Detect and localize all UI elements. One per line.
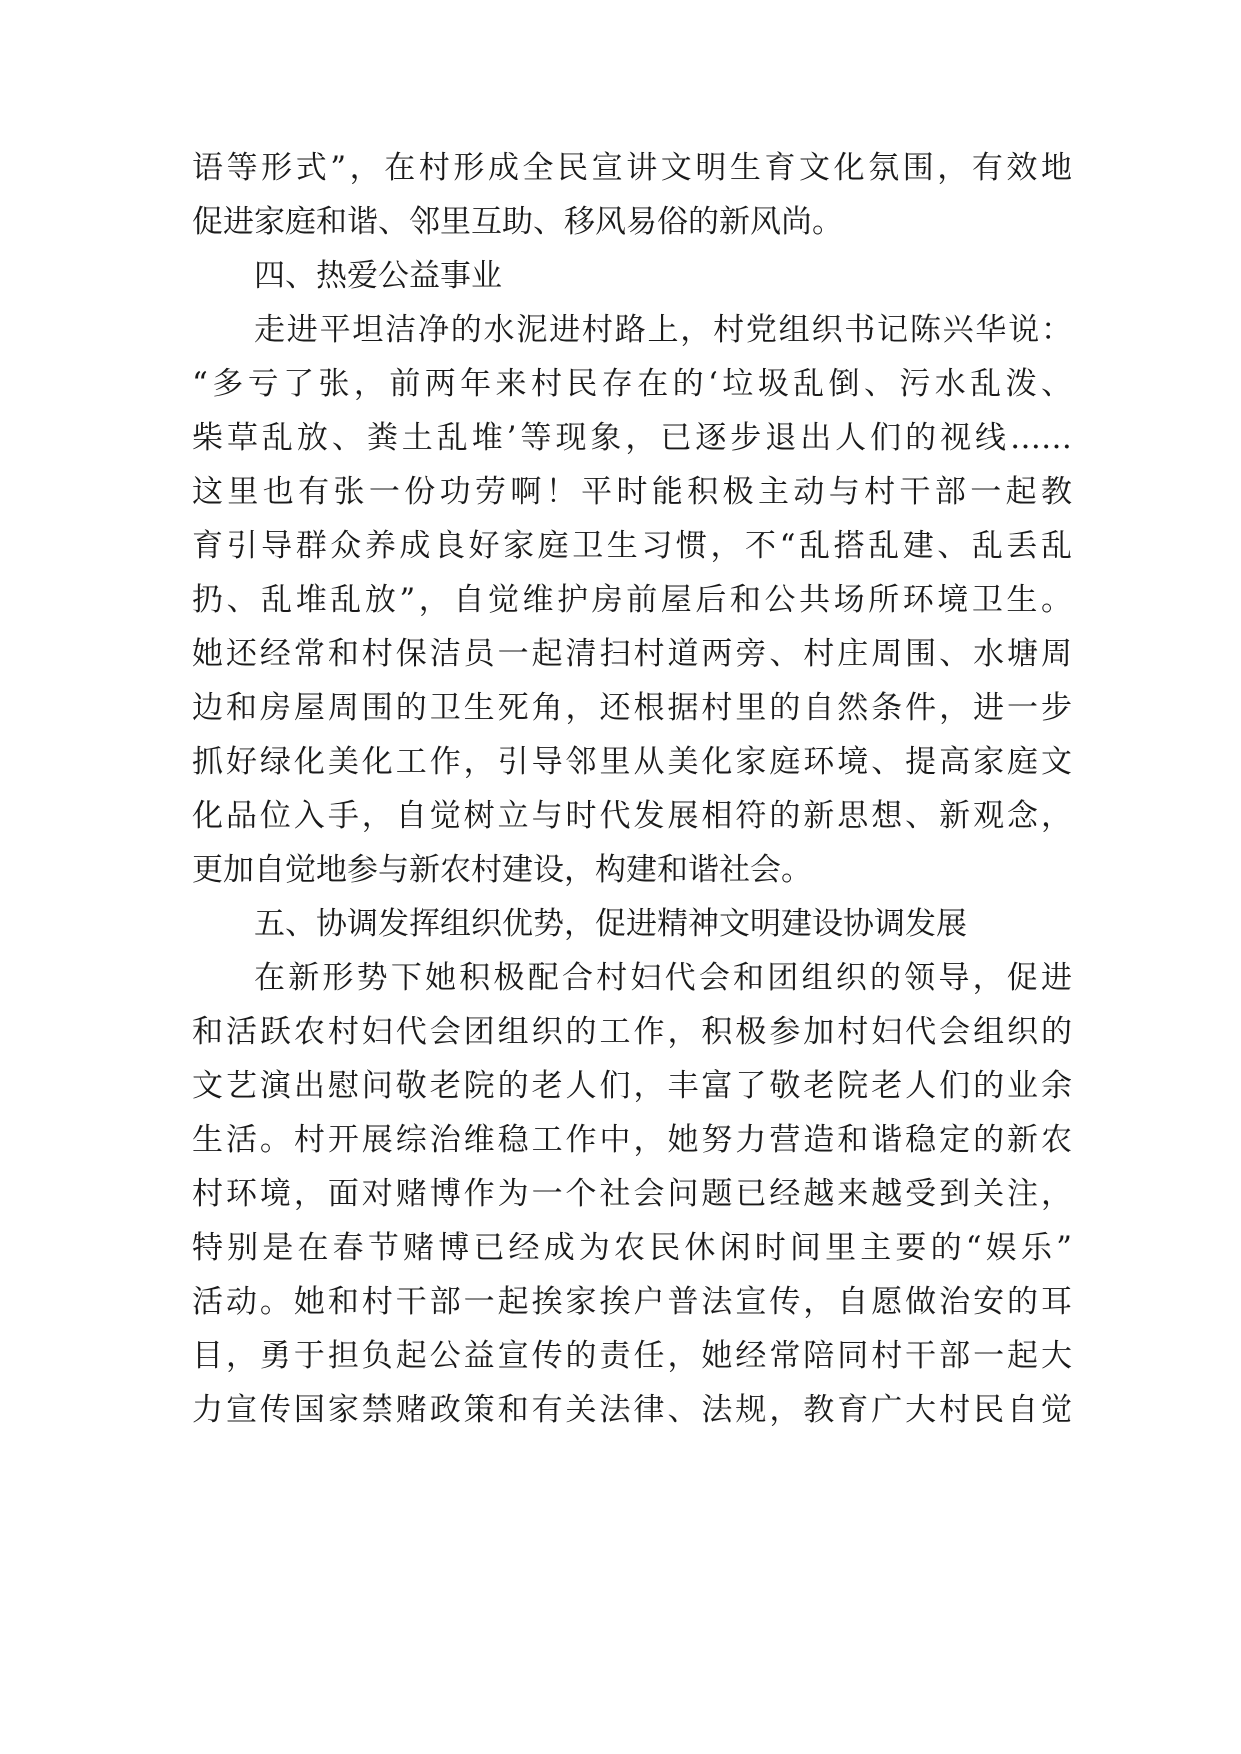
text-line: 目，勇于担负起公益宣传的责任，她经常陪同村干部一起大 xyxy=(192,1338,1072,1374)
text-line: “多亏了张，前两年来村民存在的‘垃圾乱倒、污水乱泼、 xyxy=(192,366,1072,402)
text-line: 走进平坦洁净的水泥进村路上，村党组织书记陈兴华说： xyxy=(254,312,1072,348)
text-line: 促进家庭和谐、邻里互助、移风易俗的新风尚。 xyxy=(192,204,843,240)
text-line: 抓好绿化美化工作，引导邻里从美化家庭环境、提高家庭文 xyxy=(192,744,1072,780)
text-line: 特别是在春节赌博已经成为农民休闲时间里主要的“娱乐” xyxy=(192,1230,1072,1266)
text-line: 语等形式”，在村形成全民宣讲文明生育文化氛围，有效地 xyxy=(192,150,1072,186)
text-line: 和活跃农村妇代会团组织的工作，积极参加村妇代会组织的 xyxy=(192,1014,1072,1050)
text-line: 扔、乱堆乱放”，自觉维护房前屋后和公共场所环境卫生。 xyxy=(192,582,1072,618)
text-line: 生活。村开展综治维稳工作中，她努力营造和谐稳定的新农 xyxy=(192,1122,1072,1158)
text-line: 力宣传国家禁赌政策和有关法律、法规，教育广大村民自觉 xyxy=(192,1392,1072,1428)
section-heading: 五、协调发挥组织优势，促进精神文明建设协调发展 xyxy=(254,906,967,942)
text-line: 在新形势下她积极配合村妇代会和团组织的领导，促进 xyxy=(254,960,1072,996)
text-line: 育引导群众养成良好家庭卫生习惯，不“乱搭乱建、乱丢乱 xyxy=(192,528,1072,564)
text-line: 这里也有张一份功劳啊！平时能积极主动与村干部一起教 xyxy=(192,474,1072,510)
text-line: 边和房屋周围的卫生死角，还根据村里的自然条件，进一步 xyxy=(192,690,1072,726)
text-line: 文艺演出慰问敬老院的老人们，丰富了敬老院老人们的业余 xyxy=(192,1068,1072,1104)
text-line: 活动。她和村干部一起挨家挨户普法宣传，自愿做治安的耳 xyxy=(192,1284,1072,1320)
text-line: 化品位入手，自觉树立与时代发展相符的新思想、新观念， xyxy=(192,798,1072,834)
text-line: 村环境，面对赌博作为一个社会问题已经越来越受到关注， xyxy=(192,1176,1072,1212)
text-line: 柴草乱放、粪土乱堆’等现象，已逐步退出人们的视线…… xyxy=(192,420,1072,456)
text-line: 更加自觉地参与新农村建设，构建和谐社会。 xyxy=(192,852,812,888)
text-line: 她还经常和村保洁员一起清扫村道两旁、村庄周围、水塘周 xyxy=(192,636,1072,672)
section-heading: 四、热爱公益事业 xyxy=(254,258,502,294)
